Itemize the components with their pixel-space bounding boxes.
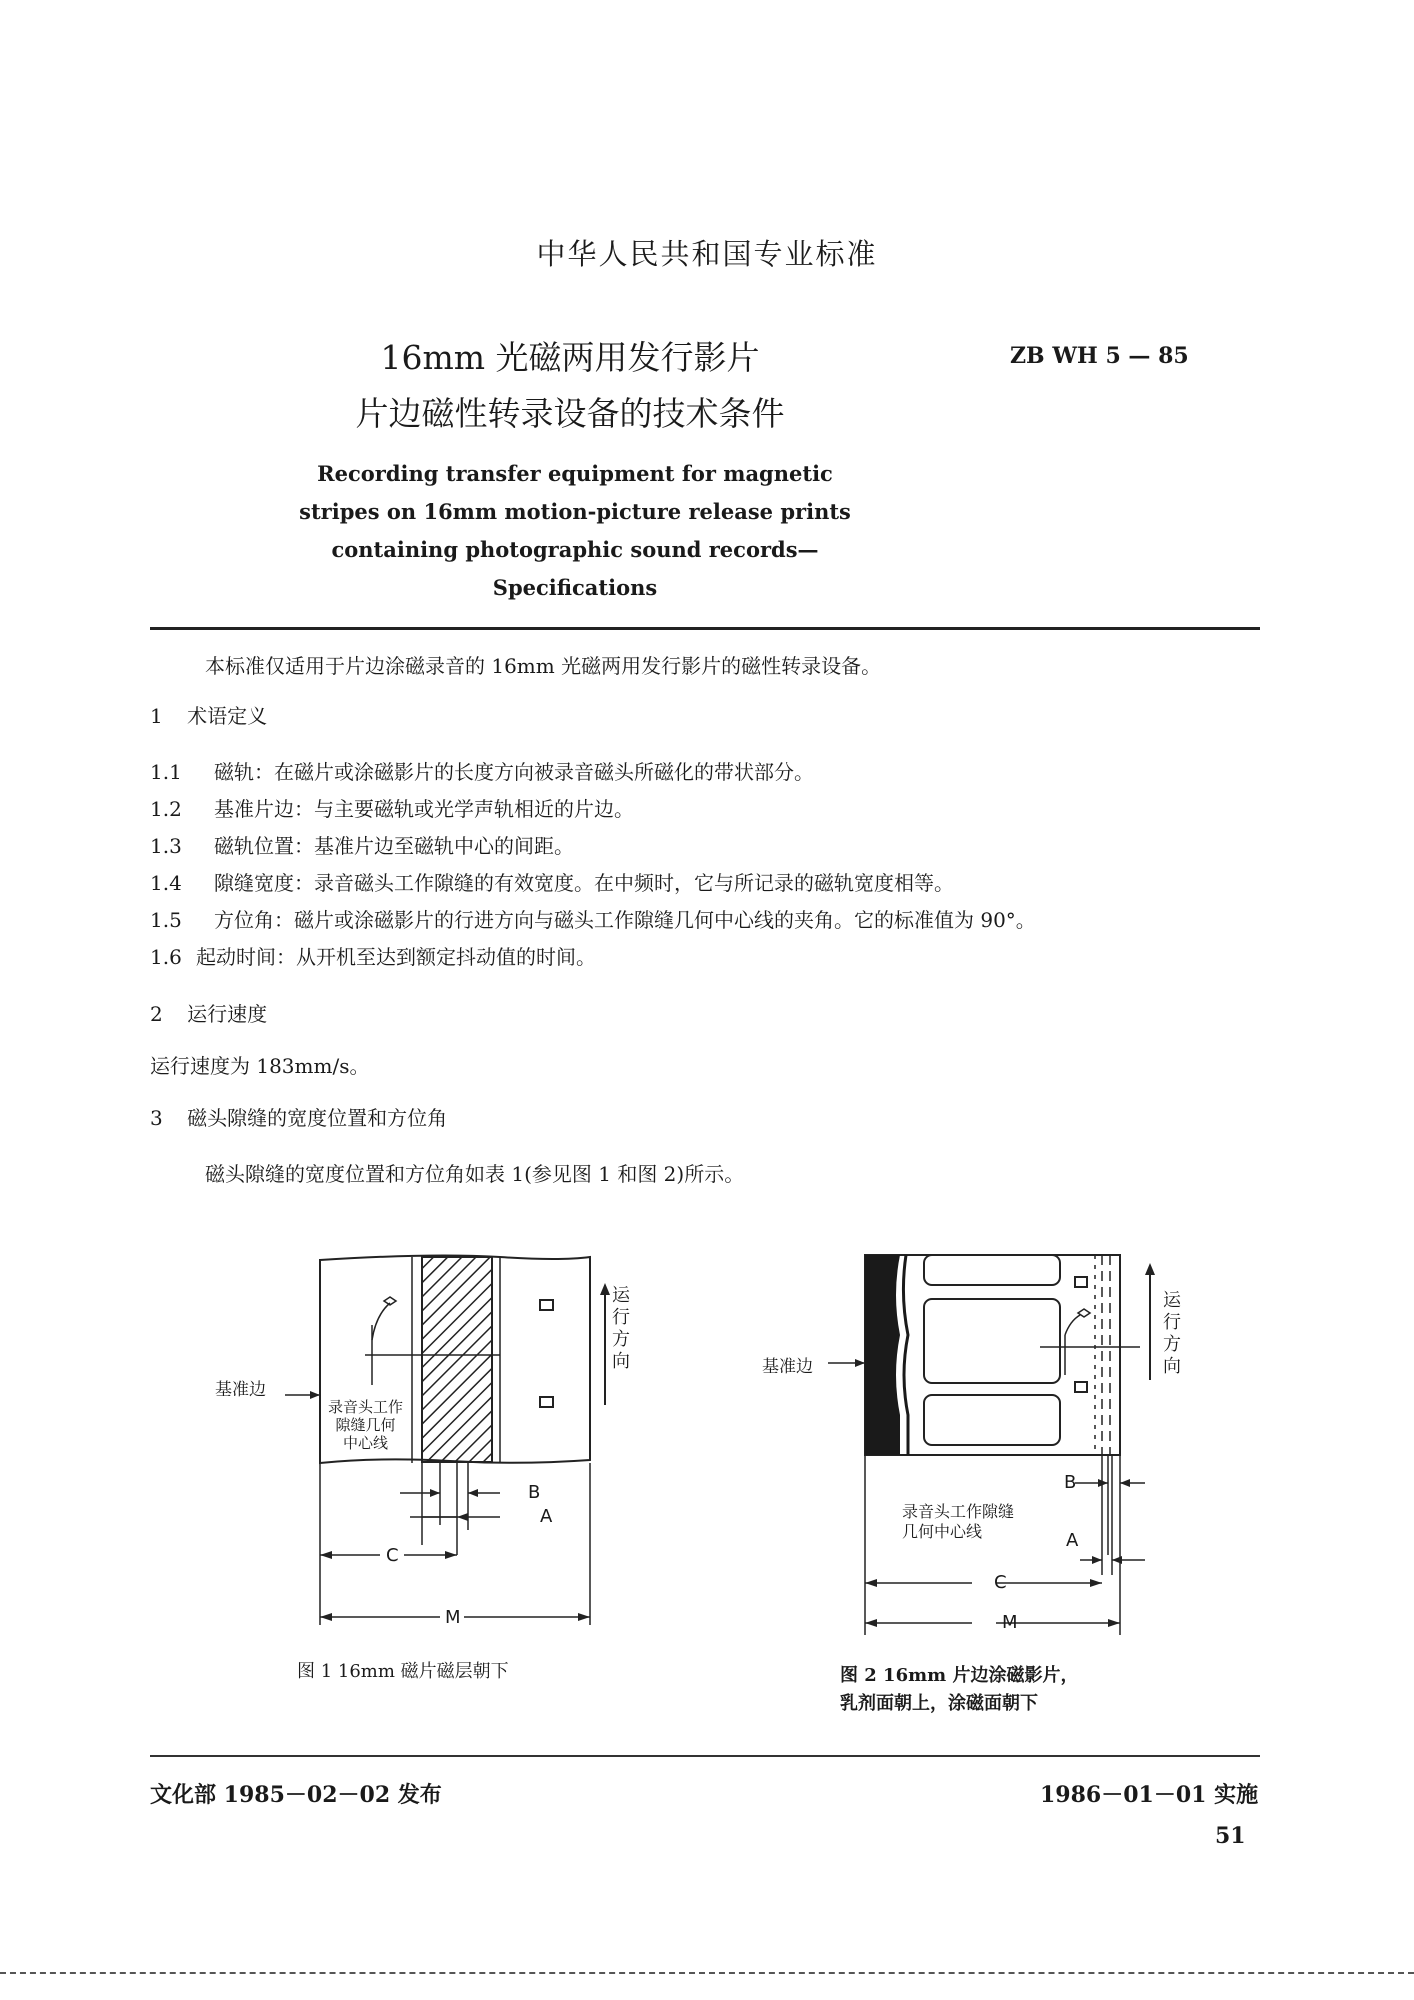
definition-text: 方位角：磁片或涂磁影片的行进方向与磁头工作隙缝几何中心线的夹角。它的标准值为 90°。 <box>214 908 1036 932</box>
gap-label-line: 几何中心线 <box>902 1522 983 1541</box>
magnetic-stripe-hatched <box>422 1257 492 1462</box>
definition-1-4 <box>150 869 954 897</box>
figure-2-dim-m: M <box>1002 1612 1018 1633</box>
figure-1-dim-m: M <box>445 1607 461 1628</box>
figure-1-dim-a: A <box>540 1506 553 1527</box>
definition-1-3 <box>150 832 574 860</box>
figure-2-dim-c: C <box>994 1572 1007 1593</box>
gap-label-line: 中心线 <box>342 1434 388 1452</box>
section-2-body: 运行速度为 183mm/s。 <box>150 1054 370 1078</box>
english-title <box>250 455 900 607</box>
figure-1-dim-b: B <box>528 1482 541 1503</box>
effective-date: 1986－01－01 实施 <box>1040 1782 1259 1808</box>
english-title-line-3: containing photographic sound records—Specifications <box>331 537 819 600</box>
section-3-number: 3 <box>150 1106 163 1130</box>
section-1-title: 术语定义 <box>187 704 268 728</box>
caption-line: 乳剂面朝上，涂磁面朝下 <box>840 1693 1038 1714</box>
section-3-title: 磁头隙缝的宽度位置和方位角 <box>187 1106 448 1130</box>
definition-number: 1.5 <box>150 908 182 932</box>
page-number: 51 <box>1215 1823 1246 1849</box>
title-line-1: 16mm 光磁两用发行影片 <box>380 338 760 377</box>
gap-label-line: 录音头工作 <box>327 1398 403 1416</box>
figure-2-gap-label <box>902 1502 1014 1542</box>
issue-date: 文化部 1985－02－02 发布 <box>150 1782 442 1808</box>
direction-char: 运 <box>612 1285 630 1306</box>
definition-text: 磁轨：在磁片或涂磁影片的长度方向被录音磁头所磁化的带状部分。 <box>214 760 814 784</box>
figure-1-gap-label <box>323 1398 408 1452</box>
standard-code: ZB WH 5 — 85 <box>1010 343 1189 369</box>
definition-1-6 <box>150 943 596 971</box>
gap-label-line: 隙缝几何 <box>335 1416 396 1434</box>
figure-2-caption <box>840 1662 1078 1718</box>
title-divider <box>150 627 1260 630</box>
figure-2-direction-label <box>1163 1290 1181 1378</box>
definition-number: 1.1 <box>150 760 182 784</box>
standard-header: 中华人民共和国专业标准 <box>536 237 878 271</box>
definition-1-1 <box>150 758 814 786</box>
section-3-body: 磁头隙缝的宽度位置和方位角如表 1(参见图 1 和图 2)所示。 <box>205 1162 745 1186</box>
direction-char: 方 <box>1163 1334 1181 1355</box>
figure-1-dim-c: C <box>386 1545 399 1566</box>
direction-char: 运 <box>1163 1290 1181 1311</box>
section-3-heading <box>150 1104 447 1132</box>
english-title-line-2: stripes on 16mm motion-picture release prints <box>299 499 851 524</box>
direction-char: 向 <box>612 1351 630 1372</box>
definition-number: 1.2 <box>150 797 182 821</box>
figure-2-dim-b: B <box>1064 1472 1077 1493</box>
caption-line: 图 2 16mm 片边涂磁影片， <box>840 1665 1079 1686</box>
figure-2-datum-label: 基准边 <box>762 1357 813 1377</box>
figure-1-datum-label: 基准边 <box>215 1380 266 1400</box>
direction-char: 向 <box>1163 1356 1181 1377</box>
definition-text: 起动时间：从开机至达到额定抖动值的时间。 <box>196 945 596 969</box>
definition-1-5 <box>150 906 1036 934</box>
english-title-line-1: Recording transfer equipment for magnetic <box>317 461 833 486</box>
document-title <box>300 330 840 442</box>
definition-number: 1.3 <box>150 834 182 858</box>
intro-paragraph: 本标准仅适用于片边涂磁录音的 16mm 光磁两用发行影片的磁性转录设备。 <box>205 654 882 678</box>
figure-1-direction-label <box>612 1285 630 1373</box>
direction-char: 行 <box>612 1307 630 1328</box>
direction-char: 方 <box>612 1329 630 1350</box>
section-1-heading <box>150 702 267 730</box>
gap-label-line: 录音头工作隙缝 <box>902 1502 1015 1521</box>
definition-number: 1.4 <box>150 871 182 895</box>
figure-2-diagram <box>760 1235 1180 1655</box>
section-2-number: 2 <box>150 1002 163 1026</box>
direction-char: 行 <box>1163 1312 1181 1333</box>
section-1-number: 1 <box>150 704 163 728</box>
section-2-title: 运行速度 <box>187 1002 268 1026</box>
definition-text: 隙缝宽度：录音磁头工作隙缝的有效宽度。在中频时，它与所记录的磁轨宽度相等。 <box>214 871 954 895</box>
sound-track-black <box>865 1255 900 1455</box>
scan-edge-line <box>0 1972 1414 1974</box>
footer-divider <box>150 1755 1260 1757</box>
definition-1-2 <box>150 795 634 823</box>
figure-1-diagram <box>200 1235 680 1655</box>
definition-text: 基准片边：与主要磁轨或光学声轨相近的片边。 <box>214 797 634 821</box>
title-line-2: 片边磁性转录设备的技术条件 <box>355 394 785 433</box>
definition-number: 1.6 <box>150 945 182 969</box>
definition-text: 磁轨位置：基准片边至磁轨中心的间距。 <box>214 834 574 858</box>
figure-2-dim-a: A <box>1066 1530 1079 1551</box>
section-2-heading <box>150 1000 267 1028</box>
figure-1-caption: 图 1 16mm 磁片磁层朝下 <box>297 1661 509 1682</box>
